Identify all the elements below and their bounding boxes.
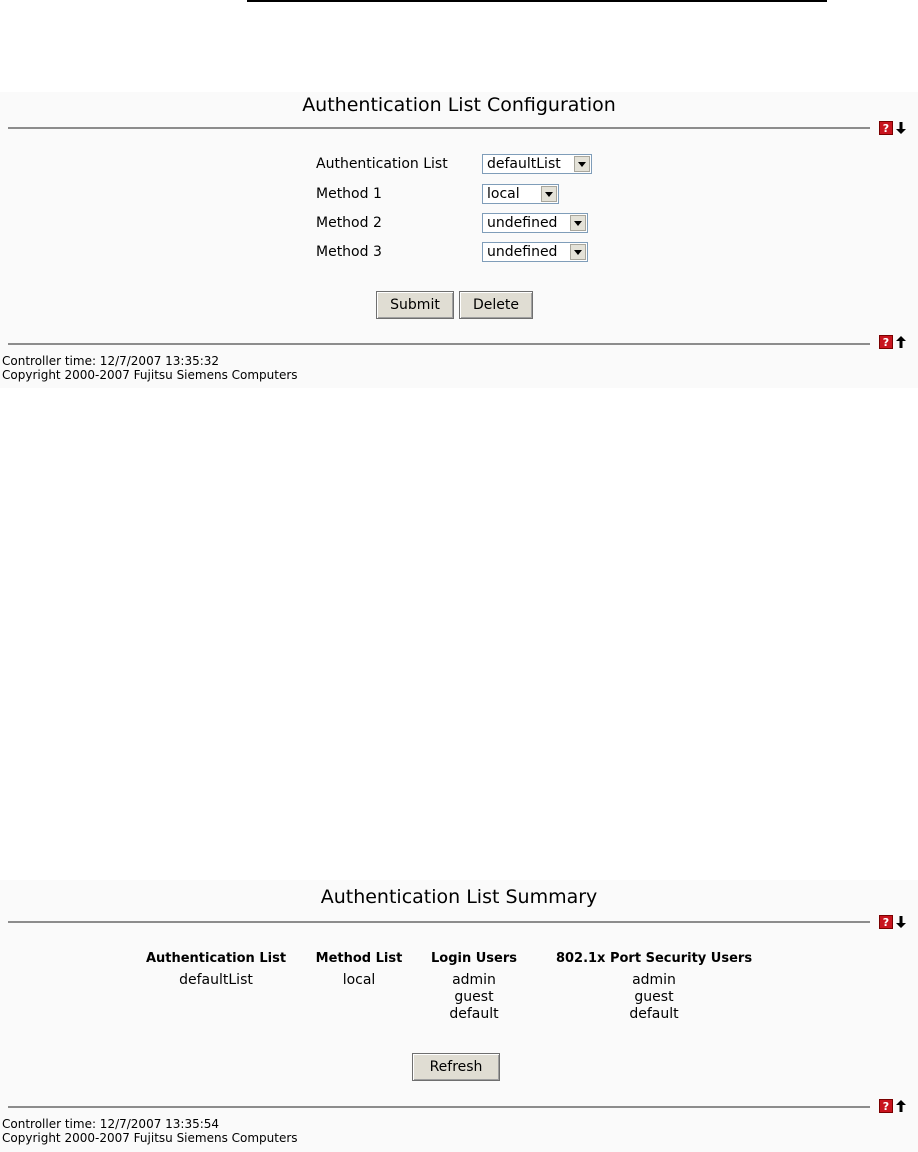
list-item: guest	[454, 989, 494, 1005]
config-title: Authentication List Configuration	[302, 94, 616, 116]
help-icon[interactable]: ?	[879, 335, 893, 349]
method3-label: Method 3	[316, 244, 382, 260]
delete-button[interactable]: Delete	[459, 291, 533, 319]
table-cell-method: local	[342, 972, 376, 988]
help-icon[interactable]: ?	[879, 1099, 893, 1113]
chevron-down-icon[interactable]	[570, 244, 586, 260]
arrow-down-icon[interactable]	[895, 915, 907, 929]
summary-panel	[0, 880, 918, 1152]
summary-footer	[2, 1117, 298, 1145]
summary-top-rule	[8, 921, 870, 923]
list-item: default	[629, 1006, 679, 1022]
method1-label: Method 1	[316, 186, 382, 202]
col-header-port-users: 802.1x Port Security Users	[555, 951, 753, 966]
chevron-down-icon[interactable]	[574, 156, 590, 172]
table-cell-login-users	[424, 972, 524, 1023]
copyright: Copyright 2000-2007 Fujitsu Siemens Computers	[2, 368, 298, 382]
auth-list-label: Authentication List	[316, 156, 448, 172]
help-icon[interactable]: ?	[879, 915, 893, 929]
col-header-login-users: Login Users	[430, 951, 518, 966]
method1-value: local	[487, 186, 520, 202]
list-item: admin	[452, 972, 496, 988]
controller-time: Controller time: 12/7/2007 13:35:54	[2, 1117, 220, 1131]
table-cell-port-users	[541, 972, 767, 1023]
summary-bottom-rule	[8, 1106, 870, 1108]
list-item: guest	[634, 989, 674, 1005]
help-icon[interactable]: ?	[879, 121, 893, 135]
method1-select[interactable]	[482, 184, 559, 204]
auth-list-select[interactable]	[482, 154, 592, 174]
summary-bottom-nav	[879, 1099, 907, 1113]
submit-button[interactable]: Submit	[376, 291, 454, 319]
summary-top-nav	[879, 915, 907, 929]
summary-title: Authentication List Summary	[320, 886, 598, 908]
top-border-line	[247, 0, 827, 2]
list-item: default	[449, 1006, 499, 1022]
arrow-down-icon[interactable]	[895, 121, 907, 135]
list-item: admin	[632, 972, 676, 988]
auth-list-value: defaultList	[487, 156, 561, 172]
method2-value: undefined	[487, 215, 558, 231]
chevron-down-icon[interactable]	[541, 186, 557, 202]
config-top-nav	[879, 121, 907, 135]
arrow-up-icon[interactable]	[895, 335, 907, 349]
config-top-rule	[8, 127, 870, 129]
config-bottom-rule	[8, 343, 870, 345]
arrow-up-icon[interactable]	[895, 1099, 907, 1113]
config-panel	[0, 92, 918, 388]
table-cell-auth-list: defaultList	[179, 972, 253, 988]
method2-select[interactable]	[482, 213, 588, 233]
config-bottom-nav	[879, 335, 907, 349]
method2-label: Method 2	[316, 215, 382, 231]
method3-value: undefined	[487, 244, 558, 260]
refresh-button[interactable]: Refresh	[412, 1053, 500, 1081]
chevron-down-icon[interactable]	[570, 215, 586, 231]
controller-time: Controller time: 12/7/2007 13:35:32	[2, 354, 220, 368]
config-footer	[2, 354, 298, 382]
col-header-auth-list: Authentication List	[145, 951, 287, 966]
copyright: Copyright 2000-2007 Fujitsu Siemens Computers	[2, 1131, 298, 1145]
method3-select[interactable]	[482, 242, 588, 262]
col-header-method-list: Method List	[315, 951, 403, 966]
